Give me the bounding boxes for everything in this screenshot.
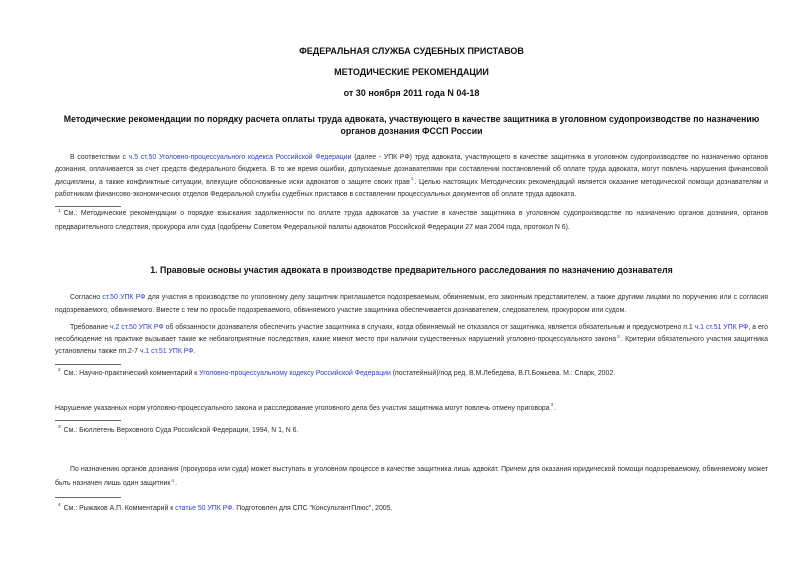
section-1-paragraph-3: [55, 402, 768, 415]
link-upk-art50[interactable]: ст.50 УПК РФ: [102, 293, 146, 301]
footnote-ref-2[interactable]: 2: [617, 334, 620, 340]
paragraph-text: .: [193, 348, 196, 355]
link-upk-part2-art50[interactable]: ч.2 ст.50 УПК РФ: [110, 324, 164, 331]
paragraph-text: .: [554, 404, 557, 412]
intro-text-3: . Целью настоящих Методических рекомендаций является оказание методической помощи дознавателям и работникам финансово-экономических отделов Федеральной службы судебных приставов в составлении процессуальных документов об оплате труда адвоката.: [55, 178, 768, 198]
footnote-mark: 1: [58, 208, 61, 214]
footnote-1-text: См.: Методические рекомендации о порядке взыскания задолженности по оплате труда адвокатов за участие в качестве защитника в уголовном судопроизводстве по назначению органов дознания, органов предварительного следствия, прокурора или суда (одобрены Советом Федеральной палаты адвокатов Российской Федерации 27 мая 2004 года, протокол N 6).: [55, 210, 768, 231]
paragraph-text: , а его несоблюдение на практике вызывает такие же неблагоприятные последствия, какие имеют место при наличии существенных нарушений уголовно-процессуального закона: [55, 324, 768, 343]
paragraph-text: По назначению органов дознания (прокурора или суда) может выступать в уголовном процессе в качестве защитника лишь адвокат. Причем для оказания юридической помощи подозреваемому, обвиняемому может быть назначен лишь один защитник: [55, 466, 768, 487]
header-doc-type: МЕТОДИЧЕСКИЕ РЕКОМЕНДАЦИИ: [334, 67, 489, 77]
footnote-3: [55, 424, 768, 437]
header-agency: ФЕДЕРАЛЬНАЯ СЛУЖБА СУДЕБНЫХ ПРИСТАВОВ: [299, 46, 524, 56]
intro-text-2: (далее - УПК РФ) труд адвоката, участвующего в качестве защитника в уголовном судопроизводстве по назначению органов дознания, оплачивается за счет средств федерального бюджета. В то же время ошибки, допускаемые дознавателями при составлении постановлений об оплате труда адвоката, могут повлечь нарушения финансовой дисциплины, а также конфликтные ситуации, влекущие обоснованные иски адвокатов о защите своих прав: [55, 154, 768, 186]
footnote-2: [55, 367, 768, 380]
section-1-paragraph-2: [55, 322, 768, 358]
footnote-separator: [55, 420, 121, 421]
footnote-separator: [55, 364, 121, 365]
paragraph-text: .: [175, 480, 178, 487]
footnote-1: [55, 207, 768, 234]
paragraph-text: Требование: [70, 324, 111, 331]
document-title: Методические рекомендации по порядку расчета оплаты труда адвоката, участвующего в качестве защитника в уголовном судопроизводстве по назначению органов дознания ФССП России: [63, 114, 760, 136]
section-1-heading: 1. Правовые основы участия адвоката в производстве предварительного расследования по назначению дознавателя: [150, 265, 673, 275]
paragraph-text: об обязанности дознавателя обеспечить участие защитника в случаях, когда обвиняемый не отказался от защитника, является обязательным и предусмотрено п.1: [163, 324, 695, 331]
footnote-separator: [55, 497, 121, 498]
header-date-number: от 30 ноября 2011 года N 04-18: [343, 88, 480, 98]
paragraph-text: . Критерии обязательного участия защитника установлены также пп.2-7: [55, 336, 768, 355]
footnote-4-text: См.: Рыжаков А.П. Комментарий к: [63, 504, 176, 512]
paragraph-text: Согласно: [70, 293, 103, 301]
section-1-paragraph-4: [55, 463, 768, 491]
footnote-ref-3[interactable]: 3: [550, 403, 554, 409]
footnote-mark: 4: [58, 503, 61, 509]
footnote-ref-4[interactable]: 4: [171, 478, 175, 484]
footnote-mark: 2: [58, 368, 61, 374]
link-upk-part1-art51[interactable]: ч.1 ст.51 УПК РФ: [694, 324, 749, 331]
section-1-paragraph-1: [55, 291, 768, 317]
paragraph-text: Нарушение указанных норм уголовно-процессуального закона и расследование уголовного дела без участия защитника могут повлечь отмену приговора: [55, 404, 550, 412]
footnote-3-text: См.: Бюллетень Верховного Суда Российской Федерации, 1994, N 1, N 6.: [63, 426, 299, 434]
link-upk-commentary[interactable]: Уголовно-процессуальному кодексу Российской Федерации: [199, 369, 391, 377]
footnote-4: [55, 502, 768, 515]
link-upk-art50-commentary[interactable]: статье 50 УПК РФ: [175, 504, 233, 512]
footnote-2-text: (постатейный)/под ред. В.М.Лебедева, В.П.Божьева. М.: Спарк, 2002.: [390, 369, 616, 377]
link-upk-part1-art51-criteria[interactable]: ч.1 ст.51 УПК РФ: [139, 348, 194, 355]
intro-text-1: В соответствии с: [70, 154, 129, 161]
footnote-ref-1[interactable]: 1: [410, 177, 414, 183]
paragraph-text: для участия в производстве по уголовному делу защитник приглашается подозреваемым, обвиняемым, его законным представителем, а также другими лицами по поручению или с согласия подозреваемого, обвиняемого. Вместе с тем по просьбе подозреваемого, обвиняемого участие защитника обеспечивается дознавателем, следователем, прокурором или судом.: [55, 293, 768, 314]
footnote-2-text: См.: Научно-практический комментарий к: [63, 369, 200, 377]
footnote-4-text: . Подготовлен для СПС "КонсультантПлюс", 2005.: [232, 504, 393, 512]
intro-paragraph: [55, 152, 768, 201]
link-upk-part5-art50[interactable]: ч.5 ст.50 Уголовно-процессуального кодекса Российской Федерации: [128, 154, 352, 161]
footnote-mark: 3: [58, 425, 61, 431]
